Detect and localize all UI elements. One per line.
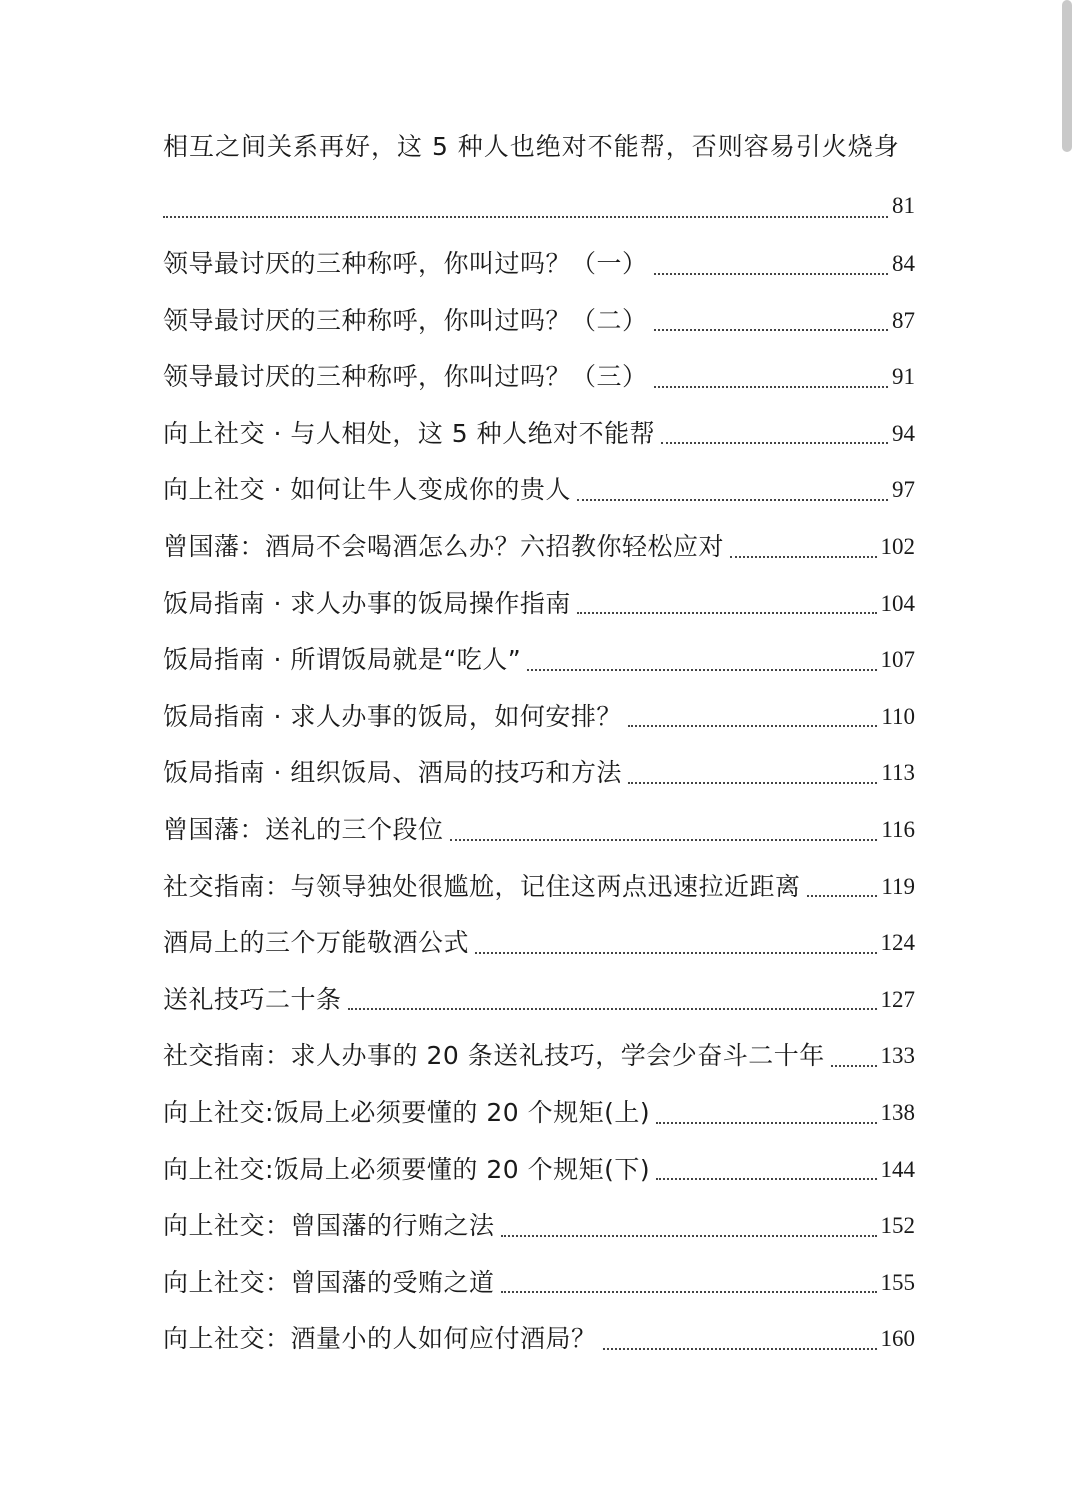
- toc-entry-title: 饭局指南 · 组织饭局、酒局的技巧和方法: [163, 758, 622, 788]
- toc-page-number: 97: [892, 477, 915, 503]
- toc-entry[interactable]: [163, 462, 915, 519]
- toc-entry-title: 饭局指南 · 求人办事的饭局操作指南: [163, 588, 571, 618]
- toc-page-number: 144: [880, 1156, 915, 1182]
- toc-entry-title: 酒局上的三个万能敬酒公式: [163, 928, 470, 958]
- toc-entry[interactable]: [163, 1311, 915, 1368]
- toc-entry-title: 曾国藩：送礼的三个段位: [163, 814, 444, 844]
- toc-entry-title: 领导最讨厌的三种称呼，你叫过吗？（二）: [163, 305, 648, 335]
- toc-entry[interactable]: [163, 972, 915, 1029]
- toc-page-number: 124: [880, 930, 915, 956]
- dot-leader: [656, 1178, 876, 1180]
- dot-leader: [628, 725, 878, 727]
- toc-entry[interactable]: [163, 1142, 915, 1199]
- toc-entry-title: 领导最讨厌的三种称呼，你叫过吗？（一）: [163, 249, 648, 278]
- toc-entry[interactable]: [163, 176, 915, 236]
- toc-page-number: 127: [880, 986, 915, 1012]
- toc-entry[interactable]: [163, 1028, 915, 1085]
- toc-page-number: 110: [881, 703, 915, 729]
- toc-entry-title: 向上社交:饭局上必须要懂的 20 个规矩(上): [163, 1097, 651, 1127]
- dot-leader: [501, 1235, 877, 1237]
- toc-entry[interactable]: [163, 1198, 915, 1255]
- dot-leader: [163, 216, 888, 218]
- toc-entry-title: 向上社交：曾国藩的受贿之道: [163, 1267, 495, 1297]
- dot-leader: [450, 839, 878, 841]
- toc-page-number: 87: [892, 307, 915, 333]
- dot-leader: [807, 895, 878, 897]
- toc-entry-title: 向上社交 · 与人相处，这 5 种人绝对不能帮: [163, 418, 656, 448]
- toc-page-number: 133: [880, 1043, 915, 1069]
- table-of-contents: [163, 118, 915, 1368]
- dot-leader: [654, 386, 888, 388]
- toc-entry[interactable]: [163, 293, 915, 350]
- toc-list: [163, 236, 915, 1368]
- toc-page-number: 155: [880, 1269, 915, 1295]
- toc-page-number: 138: [880, 1099, 915, 1125]
- dot-leader: [348, 1008, 877, 1010]
- toc-entry[interactable]: [163, 1255, 915, 1312]
- toc-entry-title: 饭局指南 · 所谓饭局就是“吃人”: [163, 645, 522, 675]
- toc-page-number: 113: [881, 760, 915, 786]
- dot-leader: [831, 1065, 877, 1067]
- toc-entry[interactable]: [163, 632, 915, 689]
- dot-leader: [654, 273, 888, 275]
- toc-page-number: 84: [892, 251, 915, 276]
- toc-entry[interactable]: [163, 745, 915, 802]
- toc-page-number: 102: [880, 533, 915, 559]
- dot-leader: [577, 499, 888, 501]
- dot-leader: [603, 1348, 877, 1350]
- toc-entry-title: 社交指南：与领导独处很尴尬，记住这两点迅速拉近距离: [163, 871, 801, 901]
- toc-page-number: 119: [881, 873, 915, 899]
- dot-leader: [501, 1291, 877, 1293]
- toc-entry[interactable]: [163, 236, 915, 293]
- toc-entry[interactable]: [163, 519, 915, 576]
- scrollbar-thumb[interactable]: [1062, 0, 1072, 152]
- dot-leader: [527, 669, 876, 671]
- toc-page-number: 104: [880, 590, 915, 616]
- toc-entry-title: 领导最讨厌的三种称呼，你叫过吗？（三）: [163, 362, 648, 392]
- dot-leader: [661, 442, 888, 444]
- toc-entry-title: 向上社交 · 如何让牛人变成你的贵人: [163, 475, 571, 505]
- dot-leader: [654, 329, 888, 331]
- dot-leader: [656, 1122, 876, 1124]
- toc-entry-title: 送礼技巧二十条: [163, 984, 342, 1014]
- toc-entry-title: 饭局指南 · 求人办事的饭局，如何安排？: [163, 701, 622, 731]
- dot-leader: [730, 556, 876, 558]
- dot-leader: [577, 612, 877, 614]
- toc-entry-title: 社交指南：求人办事的 20 条送礼技巧，学会少奋斗二十年: [163, 1041, 825, 1071]
- toc-page-number: 81: [892, 193, 915, 218]
- toc-page-number: 107: [880, 647, 915, 673]
- toc-entry-title: 向上社交:饭局上必须要懂的 20 个规矩(下): [163, 1154, 651, 1184]
- toc-page-number: 160: [880, 1326, 915, 1352]
- toc-page-number: 94: [892, 420, 915, 446]
- toc-entry[interactable]: [163, 915, 915, 972]
- toc-entry[interactable]: [163, 859, 915, 916]
- toc-entry[interactable]: [163, 689, 915, 746]
- toc-entry-title: 相互之间关系再好，这 5 种人也绝对不能帮，否则容易引火烧身: [163, 132, 900, 161]
- toc-entry[interactable]: [163, 349, 915, 406]
- toc-page-number: 91: [892, 364, 915, 390]
- dot-leader: [628, 782, 878, 784]
- toc-entry-title: 向上社交：酒量小的人如何应付酒局？: [163, 1324, 597, 1354]
- toc-entry[interactable]: [163, 576, 915, 633]
- toc-entry[interactable]: [163, 406, 915, 463]
- toc-page-number: 116: [881, 816, 915, 842]
- toc-page-number: 152: [880, 1213, 915, 1239]
- dot-leader: [475, 952, 876, 954]
- toc-entry-title: 向上社交：曾国藩的行贿之法: [163, 1211, 495, 1241]
- toc-entry[interactable]: [163, 802, 915, 859]
- toc-entry-title: 曾国藩：酒局不会喝酒怎么办？六招教你轻松应对: [163, 531, 725, 561]
- toc-entry[interactable]: [163, 1085, 915, 1142]
